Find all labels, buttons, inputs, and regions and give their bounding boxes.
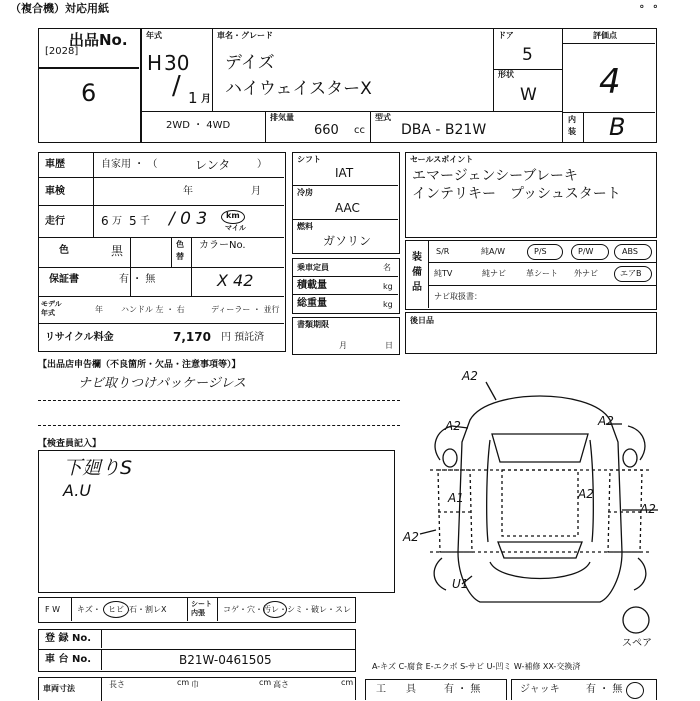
jack-box bbox=[511, 679, 657, 700]
rating-box bbox=[562, 28, 657, 143]
load-unit: kg bbox=[383, 282, 393, 291]
doors-value: 5 bbox=[522, 45, 533, 65]
lot-number-value: 6 bbox=[81, 79, 97, 107]
mileage-man: 6 bbox=[101, 214, 109, 228]
jack-label: ジャッキ bbox=[520, 684, 560, 695]
inspector-line1: 下廻りS bbox=[63, 457, 133, 479]
car-grade: ハイウェイスターX bbox=[225, 79, 372, 99]
interior-score: B bbox=[609, 113, 626, 141]
doors-label: ドア bbox=[498, 31, 514, 40]
color-change-2: 替 bbox=[176, 252, 184, 261]
mileage-sen-unit: 千 bbox=[140, 216, 150, 227]
inspection-month-unit: 月 bbox=[251, 186, 261, 197]
equipment-label-1: 装 bbox=[412, 252, 422, 263]
damage-mark-right-outer: A2 bbox=[640, 502, 656, 516]
jack-options: 有 ・ 無 bbox=[586, 684, 623, 695]
fw-part2: 石・割レX bbox=[129, 605, 167, 614]
mileage-sen: 5 bbox=[129, 214, 137, 228]
model-year-label-1: モデル bbox=[41, 300, 62, 308]
drive-options: 2WD ・ 4WD bbox=[166, 120, 231, 131]
jack-none-circle bbox=[626, 682, 644, 699]
equip-ext-navi: 外ナビ bbox=[574, 269, 598, 278]
car-name-label: 車名・グレード bbox=[217, 31, 273, 40]
year-box bbox=[141, 28, 213, 112]
car-name-box bbox=[212, 28, 494, 112]
damage-mark-top: A2 bbox=[462, 369, 478, 383]
color-label: 色 bbox=[59, 245, 69, 256]
capacity-unit: 名 bbox=[383, 263, 391, 272]
shape-label: 形状 bbox=[498, 70, 514, 79]
equip-leather: 革シート bbox=[526, 269, 558, 278]
inspection-year-unit: 年 bbox=[183, 186, 193, 197]
inspector-box bbox=[38, 450, 395, 593]
navi-manual-label: ナビ取扱書： bbox=[434, 292, 482, 301]
fuel-label: 燃料 bbox=[297, 222, 313, 231]
equip-airbag: エアB bbox=[620, 269, 642, 278]
lot-number-label: 出品No. bbox=[69, 31, 128, 49]
equip-ps: P/S bbox=[534, 247, 547, 256]
shift-value: IAT bbox=[335, 166, 354, 180]
handle-options: ハンドル 左 ・ 右 bbox=[121, 305, 185, 314]
dim-height: 高さ bbox=[273, 680, 289, 689]
equipment-box bbox=[405, 240, 657, 310]
sheet-label-1: シート bbox=[191, 600, 212, 608]
model-code-value: DBA - B21W bbox=[401, 122, 487, 138]
capacity-label: 乗車定員 bbox=[297, 263, 329, 272]
car-history-value: レンタ bbox=[195, 158, 231, 172]
car-history-close: ） bbox=[257, 159, 267, 170]
later-items-label: 後日品 bbox=[410, 316, 434, 325]
car-history-options: 自家用 ・ （ bbox=[101, 159, 158, 170]
color-change-1: 色 bbox=[176, 240, 184, 249]
dim-length-unit: cm bbox=[177, 678, 190, 687]
damage-mark-front-right: A2 bbox=[598, 414, 614, 428]
dim-height-unit: cm bbox=[341, 678, 354, 687]
color-no-label: カラーNo. bbox=[199, 240, 246, 251]
top-scribble: 。 。 bbox=[640, 0, 664, 10]
tools-options: 有 ・ 無 bbox=[444, 684, 481, 695]
sales-point-label: セールスポイント bbox=[410, 155, 474, 164]
equipment-label-3: 品 bbox=[412, 282, 422, 293]
sales-point-line2: インテリキー プッシュスタート bbox=[412, 186, 621, 202]
equipment-label-2: 備 bbox=[412, 267, 422, 278]
year-month: 1 bbox=[188, 89, 198, 107]
equip-abs: ABS bbox=[622, 247, 638, 256]
notes-text: ナビ取りつけパッケージレス bbox=[78, 376, 247, 391]
sales-point-box bbox=[405, 152, 657, 238]
model-code-box bbox=[370, 111, 563, 143]
color-no-value: X 42 bbox=[217, 271, 254, 290]
gross-label: 総重量 bbox=[297, 298, 327, 309]
fuel-value: ガソリン bbox=[323, 234, 372, 248]
displacement-value: 660 bbox=[314, 123, 339, 138]
load-label: 積載量 bbox=[297, 280, 327, 291]
sheet-title: （複合機）対応用紙 bbox=[10, 2, 109, 15]
warranty-label: 保証書 bbox=[49, 274, 79, 285]
mileage-label: 走行 bbox=[45, 216, 65, 227]
year-slash: / bbox=[172, 71, 181, 101]
shape-value: W bbox=[520, 85, 537, 105]
year-value: 30 bbox=[164, 51, 190, 75]
history-box bbox=[38, 152, 286, 352]
mileage-handwritten: / 0 3 bbox=[169, 209, 208, 229]
damage-mark-left-outer: A2 bbox=[403, 530, 419, 544]
aircon-value: AAC bbox=[335, 201, 360, 215]
dimensions-box bbox=[38, 677, 356, 700]
year-month-unit: 月 bbox=[201, 94, 211, 105]
recycle-label: リサイクル料金 bbox=[45, 332, 114, 343]
fw-label: F W bbox=[45, 605, 61, 614]
damage-mark-right-door: A2 bbox=[578, 487, 594, 501]
displacement-label: 排気量 bbox=[270, 113, 294, 122]
car-name: デイズ bbox=[225, 53, 275, 73]
tools-box bbox=[365, 679, 507, 700]
damage-legend: A-キズ C-腐食 E-エクボ S-サビ U-凹ミ W-補修 XX-交換済 bbox=[372, 662, 581, 671]
sales-point-line1: エマージェンシーブレーキ bbox=[412, 168, 578, 184]
dim-length: 長さ bbox=[109, 680, 125, 689]
dealer-options: ディーラー ・ 並行 bbox=[211, 305, 280, 314]
year-label: 年式 bbox=[146, 31, 162, 40]
rating-label: 評価点 bbox=[593, 31, 617, 40]
inspector-label: 【検査員記入】 bbox=[38, 439, 102, 449]
equip-tv: 純TV bbox=[434, 269, 453, 278]
tools-label: 工 具 bbox=[376, 684, 416, 695]
capacity-box bbox=[292, 258, 400, 314]
dimensions-label: 車両寸法 bbox=[43, 684, 75, 693]
aircon-label: 冷房 bbox=[297, 188, 313, 197]
doors-box bbox=[493, 28, 563, 112]
damage-mark-left-door: A1 bbox=[448, 491, 464, 505]
fw-circled: ヒビ bbox=[108, 605, 124, 614]
later-items-box bbox=[405, 312, 657, 354]
docs-month: 月 bbox=[339, 341, 347, 350]
equip-navi: 純ナビ bbox=[482, 269, 506, 278]
mileage-km: km bbox=[226, 211, 240, 220]
dim-width: 巾 bbox=[191, 680, 199, 689]
equip-aw: 純A/W bbox=[481, 247, 506, 256]
mileage-mile: マイル bbox=[225, 224, 246, 232]
recycle-unit: 円 預託済 bbox=[221, 332, 265, 343]
displacement-box bbox=[265, 111, 371, 143]
lot-small-code: [2028] bbox=[45, 46, 79, 57]
lot-number-box bbox=[38, 28, 141, 143]
dim-width-unit: cm bbox=[259, 678, 272, 687]
recycle-value: 7,170 bbox=[173, 330, 211, 344]
year-era: H bbox=[147, 51, 163, 75]
equip-pw: P/W bbox=[578, 247, 594, 256]
chassis-value: B21W-0461505 bbox=[179, 653, 272, 667]
docs-box bbox=[292, 317, 400, 355]
sheet-items: コゲ・穴・汚レ・シミ・破レ・スレ bbox=[223, 605, 351, 614]
registration-label: 登 録 No. bbox=[45, 633, 92, 644]
specs-box bbox=[292, 152, 400, 254]
damage-mark-front-left: A2 bbox=[445, 419, 461, 433]
chassis-box bbox=[38, 649, 356, 672]
car-history-label: 車歴 bbox=[45, 159, 65, 170]
interior-label-2: 装 bbox=[568, 127, 576, 136]
mileage-man-unit: 万 bbox=[112, 216, 122, 227]
warranty-options: 有 ・ 無 bbox=[119, 274, 156, 285]
docs-day: 日 bbox=[385, 341, 393, 350]
equip-sr: S/R bbox=[436, 247, 450, 256]
drive-box bbox=[141, 111, 266, 143]
color-value: 黒 bbox=[111, 244, 124, 258]
model-year-label-2: 年式 bbox=[41, 309, 55, 317]
damage-mark-rear: U1 bbox=[452, 577, 469, 591]
interior-label-1: 内 bbox=[568, 115, 576, 124]
model-year-unit: 年 bbox=[95, 305, 103, 314]
notes-label: 【出品店申告欄（不良箇所・欠品・注意事項等）】 bbox=[38, 360, 241, 370]
registration-box bbox=[38, 629, 356, 650]
model-code-label: 型式 bbox=[375, 113, 391, 122]
chassis-label: 車 台 No. bbox=[45, 654, 92, 665]
fw-box bbox=[38, 597, 356, 623]
shift-label: シフト bbox=[297, 155, 321, 164]
inspector-line2: A.U bbox=[63, 481, 92, 500]
gross-unit: kg bbox=[383, 300, 393, 309]
displacement-unit: cc bbox=[354, 125, 365, 136]
spare-label: スペア bbox=[622, 638, 652, 649]
rating-score: 4 bbox=[599, 62, 621, 102]
fw-part1: キズ・ bbox=[77, 605, 101, 614]
inspection-label: 車検 bbox=[45, 186, 65, 197]
sheet-label-2: 内張 bbox=[191, 609, 205, 617]
docs-label: 書類期限 bbox=[297, 320, 329, 329]
